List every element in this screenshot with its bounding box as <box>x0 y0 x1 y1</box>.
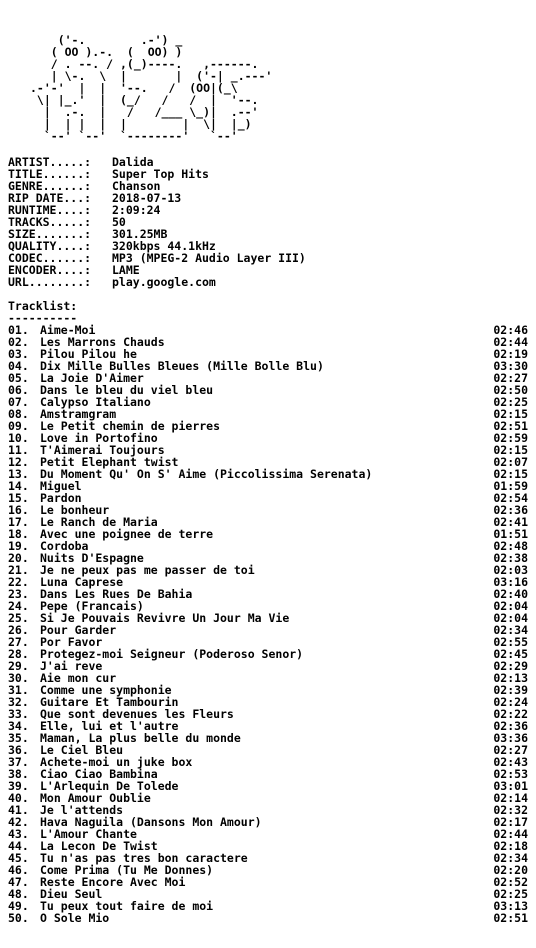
track-title: Le Ranch de Maria <box>40 515 158 529</box>
track-duration: 02:04 <box>493 599 528 613</box>
track-number: 27. <box>8 635 29 649</box>
track-title: Protegez-moi Seigneur (Poderoso Senor) <box>40 647 304 661</box>
track-title: Le bonheur <box>40 503 110 517</box>
track-duration: 02:20 <box>493 863 528 877</box>
track-duration: 02:14 <box>493 791 528 805</box>
track-duration: 02:22 <box>493 707 528 721</box>
track-title: Tu peux tout faire de moi <box>40 899 214 913</box>
info-value: 320kbps 44.1kHz <box>112 239 216 253</box>
track-number: 06. <box>8 383 29 397</box>
track-number: 36. <box>8 743 29 757</box>
info-value: 301.25MB <box>112 227 168 241</box>
track-number: 42. <box>8 815 29 829</box>
info-key: TITLE......: <box>8 167 92 181</box>
track-title: Elle, lui et l'autre <box>40 719 179 733</box>
track-duration: 02:32 <box>493 803 528 817</box>
track-title: Le Petit chemin de pierres <box>40 419 221 433</box>
track-title: Pour Garder <box>40 623 117 637</box>
info-value: 2:09:24 <box>112 203 161 217</box>
track-title: Nuits D'Espagne <box>40 551 144 565</box>
track-title: Les Marrons Chauds <box>40 335 165 349</box>
track-title: Love in Portofino <box>40 431 158 445</box>
track-duration: 02:18 <box>493 839 528 853</box>
track-title: O Sole Mio <box>40 911 110 925</box>
info-value: LAME <box>112 263 140 277</box>
track-title: La Joie D'Aimer <box>40 371 144 385</box>
track-number: 30. <box>8 671 29 685</box>
track-duration: 01:51 <box>493 527 528 541</box>
track-duration: 03:30 <box>493 359 528 373</box>
track-duration: 02:51 <box>493 419 528 433</box>
track-duration: 02:52 <box>493 875 528 889</box>
track-title: Hava Naguila (Dansons Mon Amour) <box>40 815 262 829</box>
track-number: 31. <box>8 683 29 697</box>
info-value: MP3 (MPEG-2 Audio Layer III) <box>112 251 306 265</box>
track-number: 37. <box>8 755 29 769</box>
track-number: 10. <box>8 431 29 445</box>
tracklist-header <box>8 300 77 324</box>
track-number: 33. <box>8 707 29 721</box>
track-number: 44. <box>8 839 29 853</box>
track-title: T'Aimerai Toujours <box>40 443 165 457</box>
track-duration: 02:29 <box>493 659 528 673</box>
track-duration: 02:07 <box>493 455 528 469</box>
tracklist-rule: ---------- <box>8 311 78 325</box>
track-duration: 02:43 <box>493 755 528 769</box>
info-key: URL........: <box>8 275 92 289</box>
track-duration: 02:50 <box>493 383 528 397</box>
track-title: Je ne peux pas me passer de toi <box>40 563 255 577</box>
track-title: Dans Les Rues De Bahia <box>40 587 193 601</box>
track-number: 09. <box>8 419 29 433</box>
track-number: 46. <box>8 863 29 877</box>
track-number: 16. <box>8 503 29 517</box>
track-duration: 02:45 <box>493 647 528 661</box>
track-title: Reste Encore Avec Moi <box>40 875 186 889</box>
track-duration: 02:44 <box>493 827 528 841</box>
track-number: 01. <box>8 323 29 337</box>
track-number: 21. <box>8 563 29 577</box>
track-duration: 02:55 <box>493 635 528 649</box>
info-row <box>8 276 306 288</box>
track-duration: 02:53 <box>493 767 528 781</box>
track-duration: 02:41 <box>493 515 528 529</box>
track-duration: 02:17 <box>493 815 528 829</box>
track-title: Que sont devenues les Fleurs <box>40 707 234 721</box>
track-title: Achete-moi un juke box <box>40 755 193 769</box>
track-duration: 02:46 <box>493 323 528 337</box>
track-number: 14. <box>8 479 29 493</box>
tracklist <box>8 324 528 924</box>
track-title: Guitare Et Tambourin <box>40 695 179 709</box>
track-duration: 02:15 <box>493 443 528 457</box>
track-number: 28. <box>8 647 29 661</box>
track-number: 38. <box>8 767 29 781</box>
track-duration: 02:59 <box>493 431 528 445</box>
track-duration: 02:15 <box>493 467 528 481</box>
track-number: 20. <box>8 551 29 565</box>
track-title: L'Arlequin De Tolede <box>40 779 179 793</box>
track-number: 47. <box>8 875 29 889</box>
track-row <box>8 468 528 480</box>
track-duration: 02:48 <box>493 539 528 553</box>
info-value: play.google.com <box>112 275 216 289</box>
track-duration: 02:25 <box>493 395 528 409</box>
track-title: Si Je Pouvais Revivre Un Jour Ma Vie <box>40 611 290 625</box>
info-key: TRACKS.....: <box>8 215 92 229</box>
track-title: Dans le bleu du viel bleu <box>40 383 214 397</box>
track-number: 34. <box>8 719 29 733</box>
track-number: 02. <box>8 335 29 349</box>
track-title: Aie mon cur <box>40 671 117 685</box>
info-value: Super Top Hits <box>112 167 209 181</box>
track-number: 07. <box>8 395 29 409</box>
tracklist-title: Tracklist: <box>8 299 78 313</box>
track-number: 50. <box>8 911 29 925</box>
release-info <box>8 156 306 288</box>
track-number: 39. <box>8 779 29 793</box>
info-value: 2018-07-13 <box>112 191 182 205</box>
track-duration: 02:19 <box>493 347 528 361</box>
track-duration: 02:34 <box>493 623 528 637</box>
info-key: SIZE.......: <box>8 227 92 241</box>
track-number: 43. <box>8 827 29 841</box>
track-number: 26. <box>8 623 29 637</box>
track-duration: 02:54 <box>493 491 528 505</box>
track-title: Por Favor <box>40 635 103 649</box>
track-title: Pepe (Francais) <box>40 599 144 613</box>
track-number: 35. <box>8 731 29 745</box>
track-title: Amstramgram <box>40 407 117 421</box>
track-title: La Lecon De Twist <box>40 839 158 853</box>
track-title: Aime-Moi <box>40 323 96 337</box>
info-key: ENCODER....: <box>8 263 92 277</box>
track-title: Miguel <box>40 479 82 493</box>
track-duration: 02:51 <box>493 911 528 925</box>
track-number: 05. <box>8 371 29 385</box>
track-number: 45. <box>8 851 29 865</box>
track-number: 03. <box>8 347 29 361</box>
track-title: Petit Elephant twist <box>40 455 179 469</box>
info-key: RUNTIME....: <box>8 203 92 217</box>
track-duration: 02:27 <box>493 743 528 757</box>
track-duration: 03:36 <box>493 731 528 745</box>
info-value: Dalida <box>112 155 154 169</box>
track-title: Pardon <box>40 491 82 505</box>
track-number: 22. <box>8 575 29 589</box>
track-number: 13. <box>8 467 29 481</box>
info-value: 50 <box>112 215 126 229</box>
track-row <box>8 912 528 924</box>
track-duration: 02:44 <box>493 335 528 349</box>
track-number: 29. <box>8 659 29 673</box>
track-title: Pilou Pilou he <box>40 347 137 361</box>
track-number: 40. <box>8 791 29 805</box>
track-duration: 01:59 <box>493 479 528 493</box>
info-key: ARTIST.....: <box>8 155 92 169</box>
track-number: 23. <box>8 587 29 601</box>
track-row <box>8 480 528 492</box>
track-title: Come Prima (Tu Me Donnes) <box>40 863 214 877</box>
track-number: 25. <box>8 611 29 625</box>
track-title: Mon Amour Oublie <box>40 791 151 805</box>
info-key: QUALITY....: <box>8 239 92 253</box>
track-title: Dieu Seul <box>40 887 103 901</box>
track-title: Tu n'as pas tres bon caractere <box>40 851 248 865</box>
track-number: 24. <box>8 599 29 613</box>
track-number: 41. <box>8 803 29 817</box>
track-title: L'Amour Chante <box>40 827 137 841</box>
track-number: 32. <box>8 695 29 709</box>
track-duration: 03:13 <box>493 899 528 913</box>
track-duration: 02:03 <box>493 563 528 577</box>
track-number: 48. <box>8 887 29 901</box>
track-title: Du Moment Qu' On S' Aime (Piccolissima Serenata) <box>40 467 373 481</box>
info-key: CODEC......: <box>8 251 92 265</box>
track-title: Je l'attends <box>40 803 124 817</box>
track-duration: 02:34 <box>493 851 528 865</box>
track-number: 08. <box>8 407 29 421</box>
track-number: 15. <box>8 491 29 505</box>
track-duration: 03:01 <box>493 779 528 793</box>
track-title: J'ai reve <box>40 659 103 673</box>
track-number: 04. <box>8 359 29 373</box>
track-duration: 02:40 <box>493 587 528 601</box>
ascii-art-logo: ('-. .-') _ ( OO ).-. ( OO) ) / . --. / ,(_)----. ,------. | \-. \ | | ('-| _.---' .-'-' | | '--. / (OO|(_\ \| |_.' | (_/ / / | '--. | .-. | / /___ \_)| .--' | | | | | | \| |_) `--' `--' `--------' `--' <box>30 33 273 143</box>
info-key: RIP DATE...: <box>8 191 92 205</box>
track-duration: 02:27 <box>493 371 528 385</box>
track-duration: 02:39 <box>493 683 528 697</box>
track-number: 11. <box>8 443 29 457</box>
track-duration: 02:38 <box>493 551 528 565</box>
track-number: 49. <box>8 899 29 913</box>
track-title: Comme une symphonie <box>40 683 172 697</box>
track-duration: 02:36 <box>493 719 528 733</box>
track-duration: 02:25 <box>493 887 528 901</box>
track-duration: 03:16 <box>493 575 528 589</box>
info-key: GENRE......: <box>8 179 92 193</box>
track-title: Cordoba <box>40 539 89 553</box>
track-number: 12. <box>8 455 29 469</box>
track-number: 19. <box>8 539 29 553</box>
track-title: Luna Caprese <box>40 575 124 589</box>
track-title: Maman, La plus belle du monde <box>40 731 241 745</box>
track-title: Avec une poignee de terre <box>40 527 214 541</box>
track-duration: 02:04 <box>493 611 528 625</box>
track-number: 17. <box>8 515 29 529</box>
track-title: Le Ciel Bleu <box>40 743 124 757</box>
track-duration: 02:13 <box>493 671 528 685</box>
track-title: Ciao Ciao Bambina <box>40 767 158 781</box>
track-duration: 02:24 <box>493 695 528 709</box>
info-value: Chanson <box>112 179 161 193</box>
track-number: 18. <box>8 527 29 541</box>
track-title: Dix Mille Bulles Bleues (Mille Bolle Blu) <box>40 359 324 373</box>
track-duration: 02:15 <box>493 407 528 421</box>
track-title: Calypso Italiano <box>40 395 151 409</box>
track-duration: 02:36 <box>493 503 528 517</box>
